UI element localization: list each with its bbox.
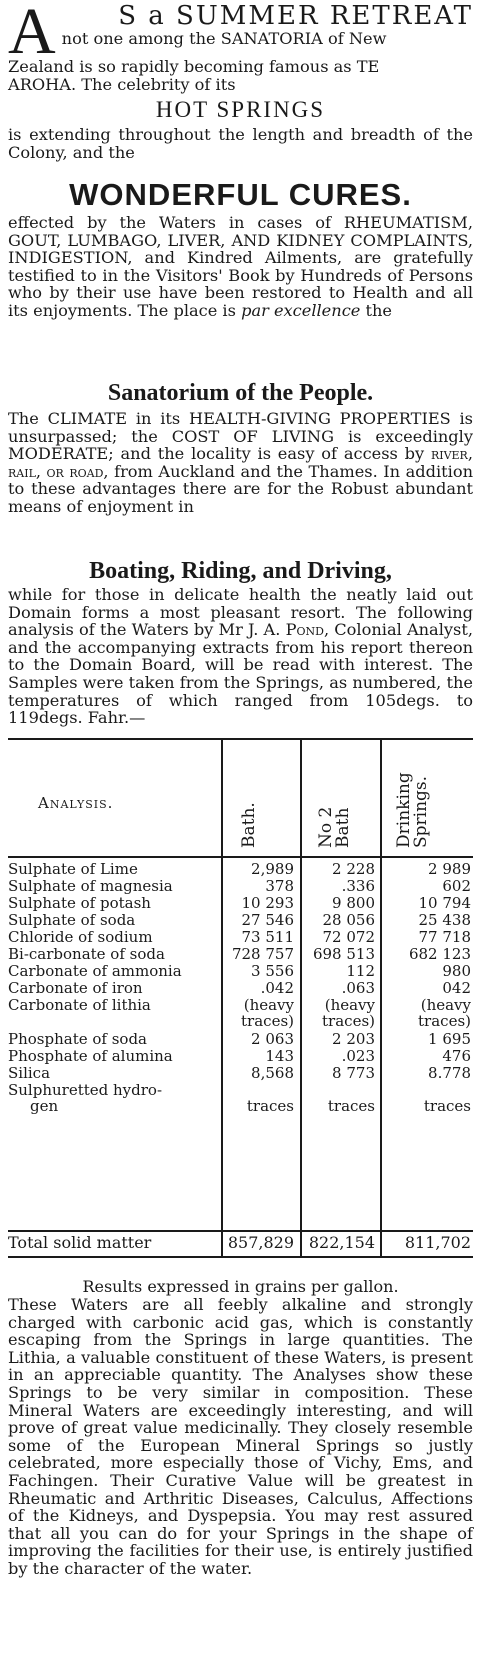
boating-text: while for those in delicate health the neatly laid out Domain forms a most pleasant resort. The following analysis of the Waters by Mr J. A. Pond, Colonial Analyst, and the accompanying extracts from his report thereon to the Domain Board, will be read with interest. The Samples were taken from the Springs, as numbered, the temperatures of which ranged from 105degs. to 119degs. Fahr.— — [8, 585, 473, 728]
column-header-no2-bath: No 2 Bath — [316, 806, 353, 848]
table-cell: 8.778 — [428, 1064, 471, 1082]
hot-springs-section — [8, 96, 473, 124]
results-heading: Results expressed in grains per gallon. — [82, 1277, 399, 1296]
table-cell: 2,989 — [251, 860, 294, 878]
table-cell: 10 794 — [418, 894, 471, 912]
table-cell: 3 556 — [251, 962, 294, 980]
table-cell: traces — [246, 1097, 294, 1115]
table-cell: 77 718 — [418, 928, 471, 946]
table-cell: .063 — [341, 979, 375, 997]
sanatorium-text: The CLIMATE in its HEALTH-GIVING PROPERTIES is unsurpassed; the COST OF LIVING is exceedingly MODERATE; and the locality is easy of access by river, rail, or road, from Auckland and the Thames. In addition to these advantages there are for the Robust abundant means of enjoyment in — [8, 409, 473, 516]
total-bath: 857,829 — [227, 1233, 294, 1252]
sanatorium-section — [8, 378, 473, 408]
column-header-drinking-springs: Drinking Springs. — [394, 772, 431, 848]
table-cell: 73 511 — [241, 928, 294, 946]
row-label: Sulphuretted hydro- — [8, 1081, 163, 1099]
row-label: Sulphate of soda — [8, 911, 136, 929]
table-cell: traces — [327, 1097, 375, 1115]
column-divider-3 — [380, 738, 382, 1258]
wonderful-cures-heading: WONDERFUL CURES. — [69, 177, 412, 212]
drop-cap: A — [8, 0, 56, 68]
row-label: Chloride of sodium — [8, 928, 153, 946]
table-cell: .336 — [341, 877, 375, 895]
table-cell: 602 — [442, 877, 471, 895]
table-cell: 728 757 — [231, 945, 294, 963]
row-label: Sulphate of Lime — [8, 860, 138, 878]
table-cell: 042 — [442, 979, 471, 997]
table-header-rule — [8, 856, 473, 858]
table-cell: 8 773 — [332, 1064, 375, 1082]
opening-line-1: not one among the SANATORIA of New — [61, 29, 387, 48]
row-label: Silica — [8, 1064, 51, 1082]
wonderful-cures-section — [8, 176, 473, 214]
sanatorium-heading: Sanatorium of the People. — [107, 380, 374, 406]
table-cell: 27 546 — [241, 911, 294, 929]
table-cell-continued: traces) — [322, 1012, 375, 1030]
table-cell-continued: traces) — [241, 1012, 294, 1030]
headline: S a SUMMER RETREAT — [118, 1, 473, 31]
hot-springs-text: is extending throughout the length and breadth of the Colony, and the — [8, 125, 473, 162]
table-cell: 2 989 — [428, 860, 471, 878]
italic-phrase: par excellence — [241, 300, 361, 320]
table-cell: 2 203 — [332, 1030, 375, 1048]
total-label: Total solid matter — [8, 1233, 152, 1252]
table-total-rule — [8, 1230, 473, 1232]
row-label: Carbonate of iron — [8, 979, 143, 997]
table-cell: 378 — [265, 877, 294, 895]
row-label: Phosphate of soda — [8, 1030, 147, 1048]
table-bottom-rule — [8, 1256, 473, 1258]
table-cell-continued: traces) — [418, 1012, 471, 1030]
opening-line-3: AROHA. The celebrity of its — [8, 74, 236, 94]
column-header-bath: Bath. — [239, 802, 259, 848]
table-cell: 2 063 — [251, 1030, 294, 1048]
analyst-name: Pond, — [285, 620, 330, 640]
table-cell: 8,568 — [251, 1064, 294, 1082]
table-cell: 25 438 — [418, 911, 471, 929]
table-cell: 682 123 — [408, 945, 471, 963]
row-label-continued: gen — [30, 1097, 59, 1115]
opening-line-2: Zealand is so rapidly becoming famous as TE — [8, 57, 380, 76]
access-routes: river, rail, or road, — [8, 444, 473, 481]
results-text: These Waters are all feebly alkaline and strongly charged with carbonic acid gas, which is constantly escaping from the Springs in large quantities. The Lithia, a valuable constituent of these Waters, is present in an appreciable quantity. The Analyses show these Springs to be very similar in composition. These Mineral Waters are exceedingly interesting, and will prove of great value medicinally. They closely resemble some of the European Mineral Springs so justly celebrated, more especially those of Vichy, Ems, and Fachingen. Their Curative Value will be greatest in Rheumatic and Arthritic Diseases, Calculus, Affections of the Kidneys, and Dyspepsia. You may rest assured that all you can do for your Springs in the shape of improving the facilities for their use, is entirely justified by the character of the water. — [8, 1295, 473, 1578]
table-cell: 10 293 — [241, 894, 294, 912]
column-divider-2 — [300, 738, 302, 1258]
table-cell: 698 513 — [312, 945, 375, 963]
boating-section — [8, 556, 473, 586]
table-cell: 28 056 — [322, 911, 375, 929]
opening-paragraph — [8, 2, 473, 93]
analysis-table — [8, 738, 473, 1272]
table-cell: (heavy — [420, 996, 471, 1014]
table-cell: .042 — [260, 979, 294, 997]
column-divider-1 — [221, 738, 223, 1258]
analysis-header: Analysis. — [38, 794, 114, 812]
table-cell: traces — [423, 1097, 471, 1115]
table-cell: 1 695 — [428, 1030, 471, 1048]
total-no2-bath: 822,154 — [308, 1233, 375, 1252]
row-label: Carbonate of ammonia — [8, 962, 182, 980]
table-cell: .023 — [341, 1047, 375, 1065]
table-cell: 2 228 — [332, 860, 375, 878]
table-cell: 72 072 — [322, 928, 375, 946]
table-cell: 9 800 — [332, 894, 375, 912]
row-label: Phosphate of alumina — [8, 1047, 173, 1065]
table-cell: 476 — [442, 1047, 471, 1065]
total-drinking-springs: 811,702 — [404, 1233, 471, 1252]
table-cell: 980 — [442, 962, 471, 980]
table-top-rule — [8, 738, 473, 740]
results-section — [8, 1278, 473, 1296]
row-label: Carbonate of lithia — [8, 996, 151, 1014]
table-cell: 143 — [265, 1047, 294, 1065]
row-label: Bi-carbonate of soda — [8, 945, 165, 963]
row-label: Sulphate of magnesia — [8, 877, 173, 895]
table-cell: 112 — [346, 962, 375, 980]
wonderful-cures-text: effected by the Waters in cases of RHEUMATISM, GOUT, LUMBAGO, LIVER, AND KIDNEY COMPLAINTS, INDIGESTION, and Kindred Ailments, are gratefully testified to in the Visitors' Book by Hundreds of Persons who by their use have been restored to Health and all its enjoyments. The place is par excellence the — [8, 213, 473, 320]
table-cell: (heavy — [243, 996, 294, 1014]
row-label: Sulphate of potash — [8, 894, 151, 912]
table-cell: (heavy — [324, 996, 375, 1014]
hot-springs-heading: HOT SPRINGS — [155, 97, 326, 122]
boating-heading: Boating, Riding, and Driving, — [89, 558, 392, 584]
